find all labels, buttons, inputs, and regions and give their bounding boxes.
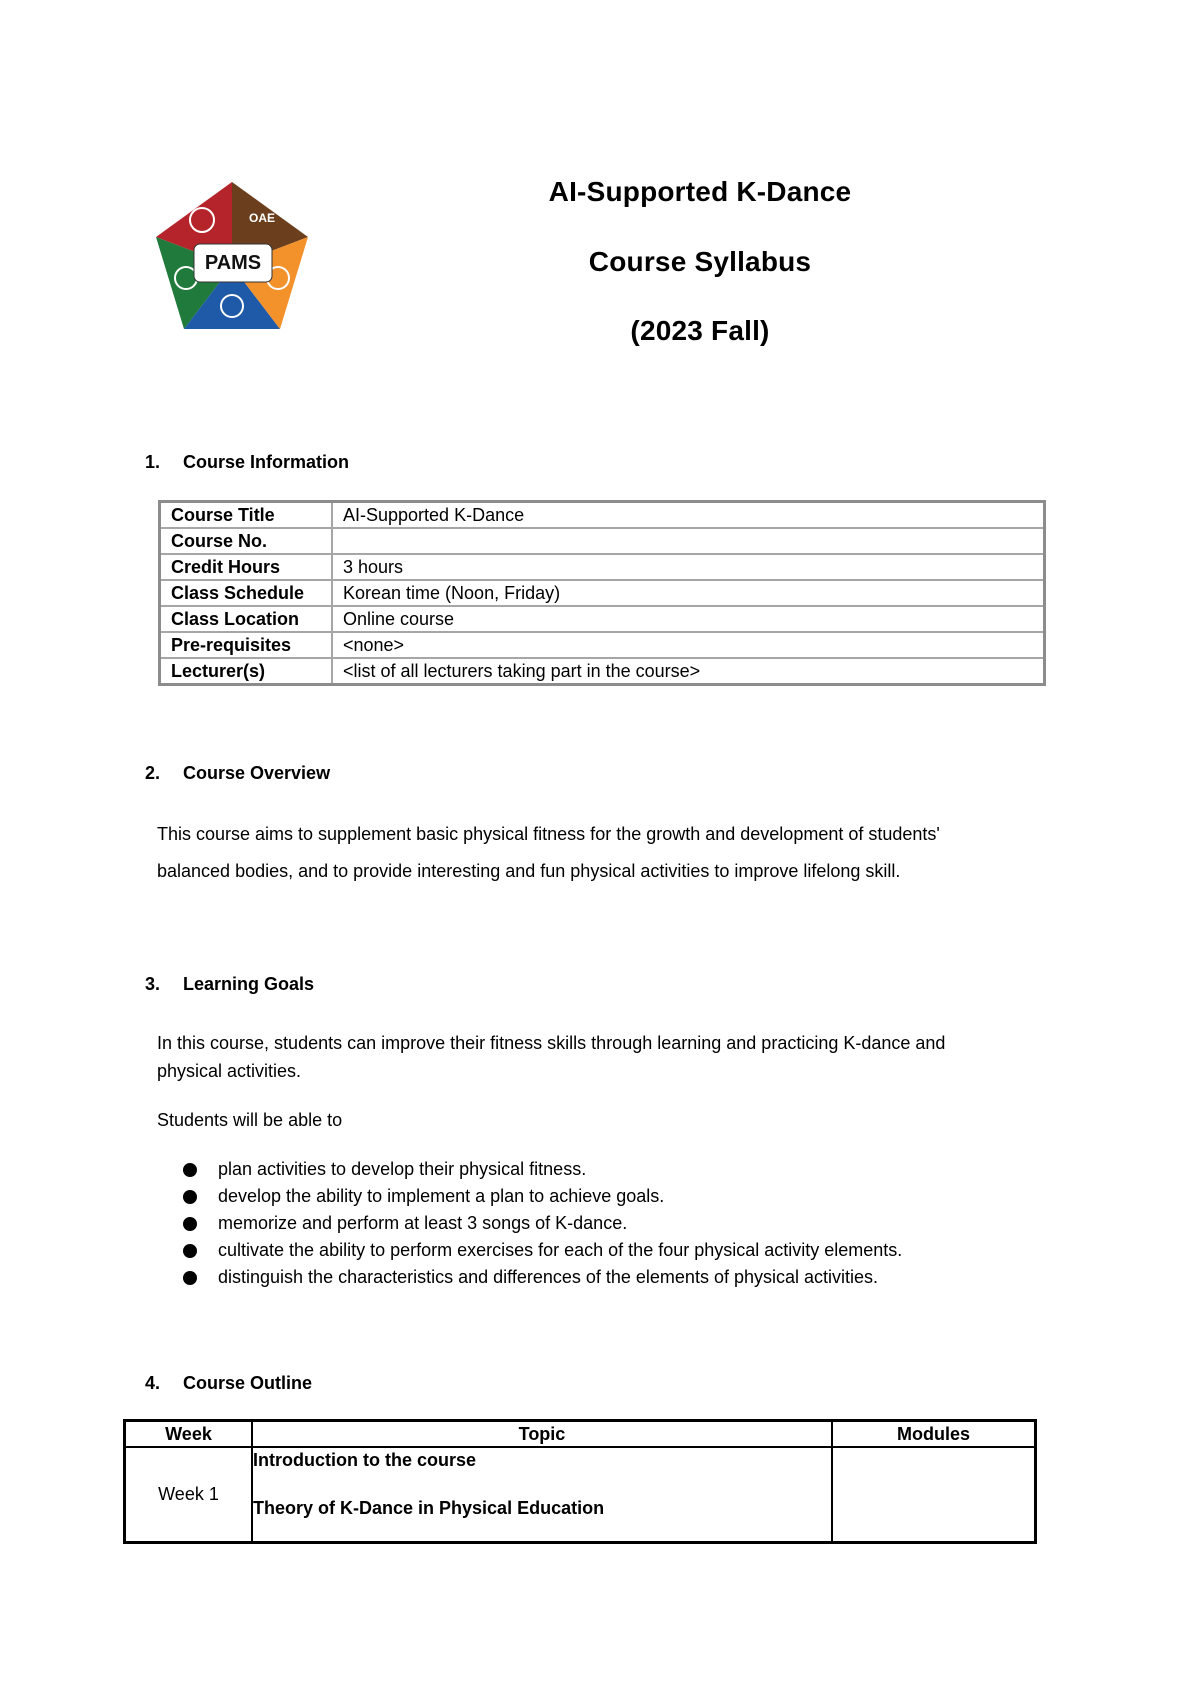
logo-text: PAMS	[204, 252, 262, 274]
bullet-icon	[183, 1271, 197, 1285]
bullet-icon	[183, 1244, 197, 1258]
table-header-row	[125, 1421, 1036, 1448]
section-title: Course Overview	[183, 763, 331, 783]
row-value: 3 hours	[332, 554, 1045, 580]
list-item	[183, 1237, 902, 1264]
goals-intro-paragraph	[157, 1029, 1057, 1085]
row-value: Online course	[332, 606, 1045, 632]
section-number: 3.	[145, 974, 161, 994]
bullet-icon	[183, 1217, 197, 1231]
column-header-modules: Modules	[832, 1421, 1036, 1448]
document-subtitle: Course Syllabus	[588, 246, 812, 277]
topic-line: Introduction to the course	[253, 1450, 476, 1470]
table-row	[160, 528, 1045, 554]
table-row	[160, 580, 1045, 606]
list-item	[183, 1183, 902, 1210]
list-item-text: cultivate the ability to perform exercises for each of the four physical activity elements.	[218, 1240, 903, 1260]
table-row	[125, 1447, 1036, 1543]
week-cell: Week 1	[125, 1447, 253, 1543]
row-value: <list of all lecturers taking part in the course>	[332, 658, 1045, 685]
list-item-text: memorize and perform at least 3 songs of K-dance.	[218, 1213, 628, 1233]
goals-intro-line: physical activities.	[157, 1061, 302, 1081]
section-title: Learning Goals	[183, 974, 315, 994]
column-header-topic: Topic	[252, 1421, 832, 1448]
document-term: (2023 Fall)	[630, 315, 770, 346]
section-heading-course-outline	[145, 1373, 312, 1394]
course-outline-table	[123, 1419, 1037, 1544]
logo-badge-text: OAE	[248, 211, 276, 225]
goals-intro-line: In this course, students can improve their fitness skills through learning and practicing K-dance and	[157, 1033, 946, 1053]
list-item	[183, 1210, 902, 1237]
document-title: AI-Supported K-Dance	[548, 176, 852, 207]
column-header-week: Week	[125, 1421, 253, 1448]
pams-logo	[150, 178, 314, 334]
row-value: <none>	[332, 632, 1045, 658]
list-item	[183, 1264, 902, 1291]
section-number: 1.	[145, 452, 161, 472]
table-row	[160, 632, 1045, 658]
modules-cell	[832, 1447, 1036, 1543]
row-value: AI-Supported K-Dance	[332, 502, 1045, 529]
section-number: 2.	[145, 763, 161, 783]
table-row	[160, 606, 1045, 632]
bullet-icon	[183, 1163, 197, 1177]
section-title: Course Outline	[183, 1373, 313, 1393]
overview-line: balanced bodies, and to provide interesting and fun physical activities to improve lifelong skill.	[157, 861, 901, 881]
course-information-table	[158, 500, 1046, 686]
bullet-icon	[183, 1190, 197, 1204]
overview-line: This course aims to supplement basic physical fitness for the growth and development of students'	[157, 824, 940, 844]
pams-logo-graphic	[150, 178, 314, 334]
row-label: Class Location	[160, 606, 333, 632]
section-title: Course Information	[183, 452, 350, 472]
row-label: Class Schedule	[160, 580, 333, 606]
section-heading-learning-goals	[145, 974, 314, 995]
row-label: Pre-requisites	[160, 632, 333, 658]
table-row	[160, 502, 1045, 529]
row-label: Course No.	[160, 528, 333, 554]
row-label: Credit Hours	[160, 554, 333, 580]
topic-cell	[252, 1447, 832, 1543]
list-item-text: develop the ability to implement a plan to achieve goals.	[218, 1186, 665, 1206]
table-row	[160, 554, 1045, 580]
row-label: Lecturer(s)	[160, 658, 333, 685]
goals-able-text: Students will be able to	[157, 1110, 343, 1130]
row-value: Korean time (Noon, Friday)	[332, 580, 1045, 606]
overview-paragraph	[157, 816, 1057, 890]
topic-line: Theory of K-Dance in Physical Education	[253, 1498, 605, 1518]
learning-goals-list	[183, 1156, 902, 1291]
list-item	[183, 1156, 902, 1183]
topic-spacer	[253, 1472, 831, 1496]
section-number: 4.	[145, 1373, 161, 1393]
list-item-text: distinguish the characteristics and differences of the elements of physical activities.	[218, 1267, 879, 1287]
row-value	[332, 528, 1045, 554]
row-label: Course Title	[160, 502, 333, 529]
table-row	[160, 658, 1045, 685]
section-heading-course-information	[145, 452, 349, 473]
list-item-text: plan activities to develop their physical fitness.	[218, 1159, 587, 1179]
section-heading-course-overview	[145, 763, 330, 784]
